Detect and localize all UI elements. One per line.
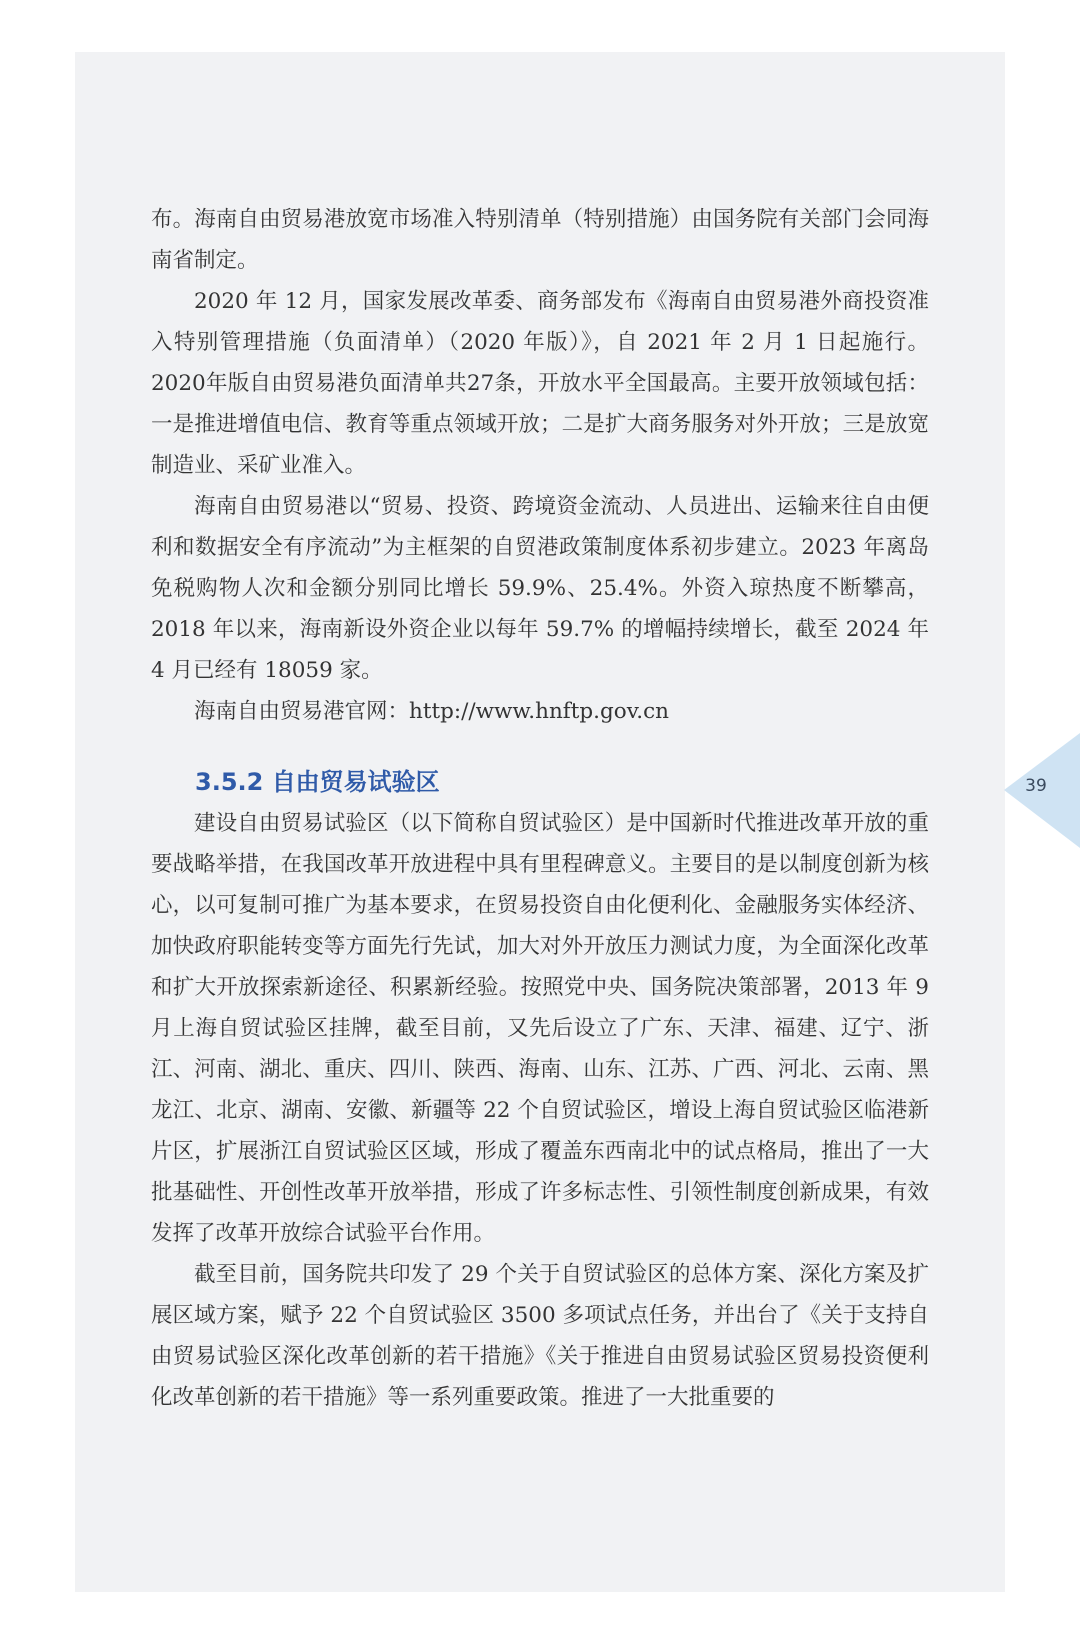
document-body — [151, 199, 929, 1418]
section-heading: 3.5.2 自由贸易试验区 — [195, 768, 440, 796]
paragraph-negative-list: 2020 年 12 月，国家发展改革委、商务部发布《海南自由贸易港外商投资准入特别管理措施（负面清单）（2020 年版）》，自 2021 年 2 月 1 日起施行。2020年版自由贸易港负面清单共27条，开放水平全国最高。主要开放领域包括：一是推进增值电信、教育等重点领域开放；二是扩大商务服务对外开放；三是放宽制造业、采矿业准入。 — [151, 289, 929, 478]
paragraph-continued: 布。海南自由贸易港放宽市场准入特别清单（特别措施）由国务院有关部门会同海南省制定。 — [151, 207, 929, 273]
paragraph-ftz-policies: 截至目前，国务院共印发了 29 个关于自贸试验区的总体方案、深化方案及扩展区域方案，赋予 22 个自贸试验区 3500 多项试点任务，并出台了《关于支持自由贸易试验区深化改革创新的若干措施》《关于推进自由贸易试验区贸易投资便利化改革创新的若干措施》等一系列重要政策。推进了一大批重要的 — [151, 1262, 929, 1410]
paragraph-official-site: 海南自由贸易港官网：http://www.hnftp.gov.cn — [194, 699, 670, 724]
page-number: 39 — [1025, 776, 1047, 796]
paragraph-ftz-overview: 建设自由贸易试验区（以下简称自贸试验区）是中国新时代推进改革开放的重要战略举措，在我国改革开放进程中具有里程碑意义。主要目的是以制度创新为核心，以可复制可推广为基本要求，在贸易投资自由化便利化、金融服务实体经济、加快政府职能转变等方面先行先试，加大对外开放压力测试力度，为全面深化改革和扩大开放探索新途径、积累新经验。按照党中央、国务院决策部署，2013 年 9 月上海自贸试验区挂牌，截至目前，又先后设立了广东、天津、福建、辽宁、浙江、河南、湖北、重庆、四川、陕西、海南、山东、江苏、广西、河北、云南、黑龙江、北京、湖南、安徽、新疆等 22 个自贸试验区，增设上海自贸试验区临港新片区，扩展浙江自贸试验区区域，形成了覆盖东西南北中的试点格局，推出了一大批基础性、开创性改革开放举措，形成了许多标志性、引领性制度创新成果，有效发挥了改革开放综合试验平台作用。 — [151, 811, 929, 1246]
paragraph-policy-framework: 海南自由贸易港以“贸易、投资、跨境资金流动、人员进出、运输来往自由便利和数据安全有序流动”为主框架的自贸港政策制度体系初步建立。2023 年离岛免税购物人次和金额分别同比增长 59.9%、25.4%。外资入琼热度不断攀高，2018 年以来，海南新设外资企业以每年 59.7% 的增幅持续增长，截至 2024 年 4 月已经有 18059 家。 — [151, 494, 929, 683]
